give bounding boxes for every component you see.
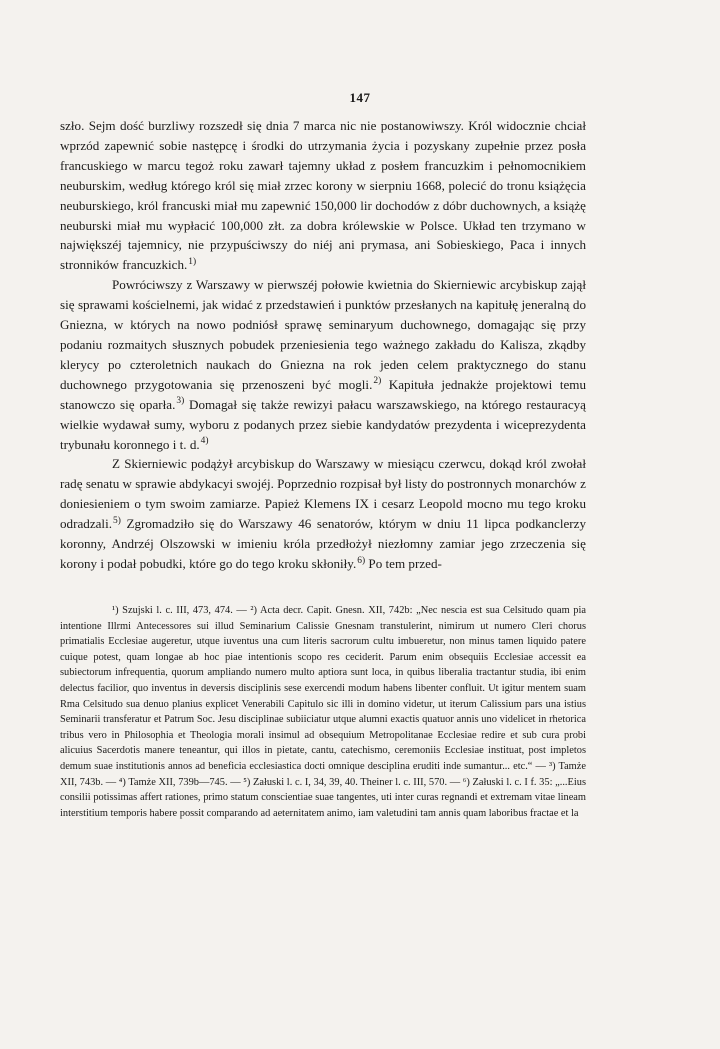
footnote-ref[interactable]: 6) <box>357 555 366 566</box>
paragraph-text: szło. Sejm dość burzliwy rozszedł się dnia 7 marca nic nie postanowiwszy. Król widocznie chciał wprzód zapewnić sobie następcę i środki do utrzymania życia i pozyskany zupełnie przez posła francuskiego w marcu tegoż roku zawarł tajemny układ z posłem francuzkim i pełnomocnikiem neuburskim, według którego król się miał zrzec korony w sierpniu 1668, polecić do tronu książęcia neuburskiego, król francuski miał mu zapewnić 150,000 lir dochodów z dóbr duchownych, a książę neuburski miał mu wypłacić 100,000 złt. za dobra królewskie w Polsce. Układ ten trzymano w największéj tajemnicy, nie przypuściwszy do niéj ani prymasa, ani Sobieskiego, Paca i innych stronników francuzkich. <box>60 118 586 273</box>
paragraph-text: Po tem przed- <box>365 555 442 571</box>
footnote-ref[interactable]: 2) <box>373 376 382 387</box>
footnotes <box>60 603 586 821</box>
paragraph-text: Z Skierniewic podążył arcybiskup do Warszawy w miesiącu czerwcu, dokąd król zwołał radę senatu w sprawie abdykacyi swojéj. Poprzednio rozpisał był listy do postronnych monarchów z doniesieniem o tym swoim zamiarze. Papież Klemens IX i cesarz Leopold mocno mu tego kroku odradzali. <box>60 456 586 532</box>
footnote-ref[interactable]: 4) <box>200 436 209 447</box>
footnote-ref[interactable]: 5) <box>113 515 121 526</box>
footnote-text: ¹) Szujski l. c. III, 473, 474. — ²) Acta decr. Capit. Gnesn. XII, 742b: „Nec nescia est sua Celsitudo quam pia intentione Illrmi Antecessores sui illud Seminarium Calissie Gnesnam transtulerint, nimirum ut numero Cleri chorus primatialis Ecclesiae augeretur, utque iuventus una cum literis sacrorum cultu imbueretur, non minus tamen liquido patere cuique potest, quam longae ab hoc piae intentionis scopo res ceciderit. Parum enim obsequiis Ecclesiae accessit ea subiectorum infrequentia, quorum ampliando numero multo aptiora sunt loca, in quibus liberalia tractantur studia, ibi enim delectus facilior, quo inventus in deversis disciplinis sese exercendi modum habens libenter confluit. Ut igitur mentem suam Rma Celsitudo sua denuo planius explicet Venerabili Capitulo sic illi in domino videtur, ut iterum Calissium pars una istius Seminarii transferatur et Patrum Soc. Jesu disciplinae subiiciatur utque alumni exactis quatuor annis uno videlicet in rhetorica tribus vero in Philosophia et Theologia morali insimul ad obsequium Metropolitanae Ecclesiae redire et sub cura probi alicuius Sacerdotis manere teneantur, qui illos in pietate, cantu, catechismo, ceremoniis Ecclesiae instituat, post impletos demum suae institutionis annos ad beneficia ecclesiastica docti omnique desciplina eruditi inde sumantur... etc.“ — ³) Tamże XII, 743b. — ⁴) Tamże XII, 739b—745. — ⁵) Załuski l. c. I, 34, 39, 40. Theiner l. c. III, 570. — ⁶) Załuski l. c. I f. 35: „...Eius consilii potissimas affert rationes, primo statum conscientiae suae tangentes, uti inter curas regnandi et extremam vitae lineam interstitium temporis habere possit comparando ad aeternitatem animo, iam valetudini tam annis quam laboribus fractae et la <box>60 605 586 819</box>
paragraph-text: Kapituła jednakże projektowi temu stanowczo się oparła. <box>60 376 587 412</box>
main-text <box>60 116 586 574</box>
paragraph <box>60 454 586 573</box>
paragraph-text: Domagał się także rewizyi pałacu warszawskiego, na którego restauracyą wielkie wydawał sumy, wyboru z podanych przez siebie kandydatów prezydenta i wiceprezydenta trybunału koronnego i t. d. <box>60 396 586 452</box>
footnote-ref[interactable]: 3) <box>176 396 185 407</box>
paragraph-text: Zgromadziło się do Warszawy 46 senatorów, którym w dniu 11 lipca podkanclerzy koronny, Andrzéj Olszowski w imieniu króla przedłożył niezłomny zamiar jego zrzeczenia się korony i podał pobudki, które go do tego kroku skłoniły. <box>60 516 586 571</box>
paragraph <box>60 116 586 275</box>
footnote-ref[interactable]: 1) <box>188 256 197 267</box>
paragraph-text: Powróciwszy z Warszawy w pierwszéj połowie kwietnia do Skierniewic arcybiskup zajął się sprawami kościelnemi, jak widać z przedstawień i punktów przesłanych na kapitułę jeneralną do Gniezna, w których na nowo podniósł sprawę seminaryum duchownego, domagając się przy podaniu rozmaitych słusznych pobudek przeniesienia tego ważnego zakładu do Kalisza, zkądby klerycy po czteroletnich naukach do Gniezna na rok jeden celem praktycznego do stanu duchownego przygotowania się przenoszeni być mogli. <box>60 277 586 392</box>
page-number: 147 <box>349 90 371 105</box>
paragraph <box>60 275 586 454</box>
